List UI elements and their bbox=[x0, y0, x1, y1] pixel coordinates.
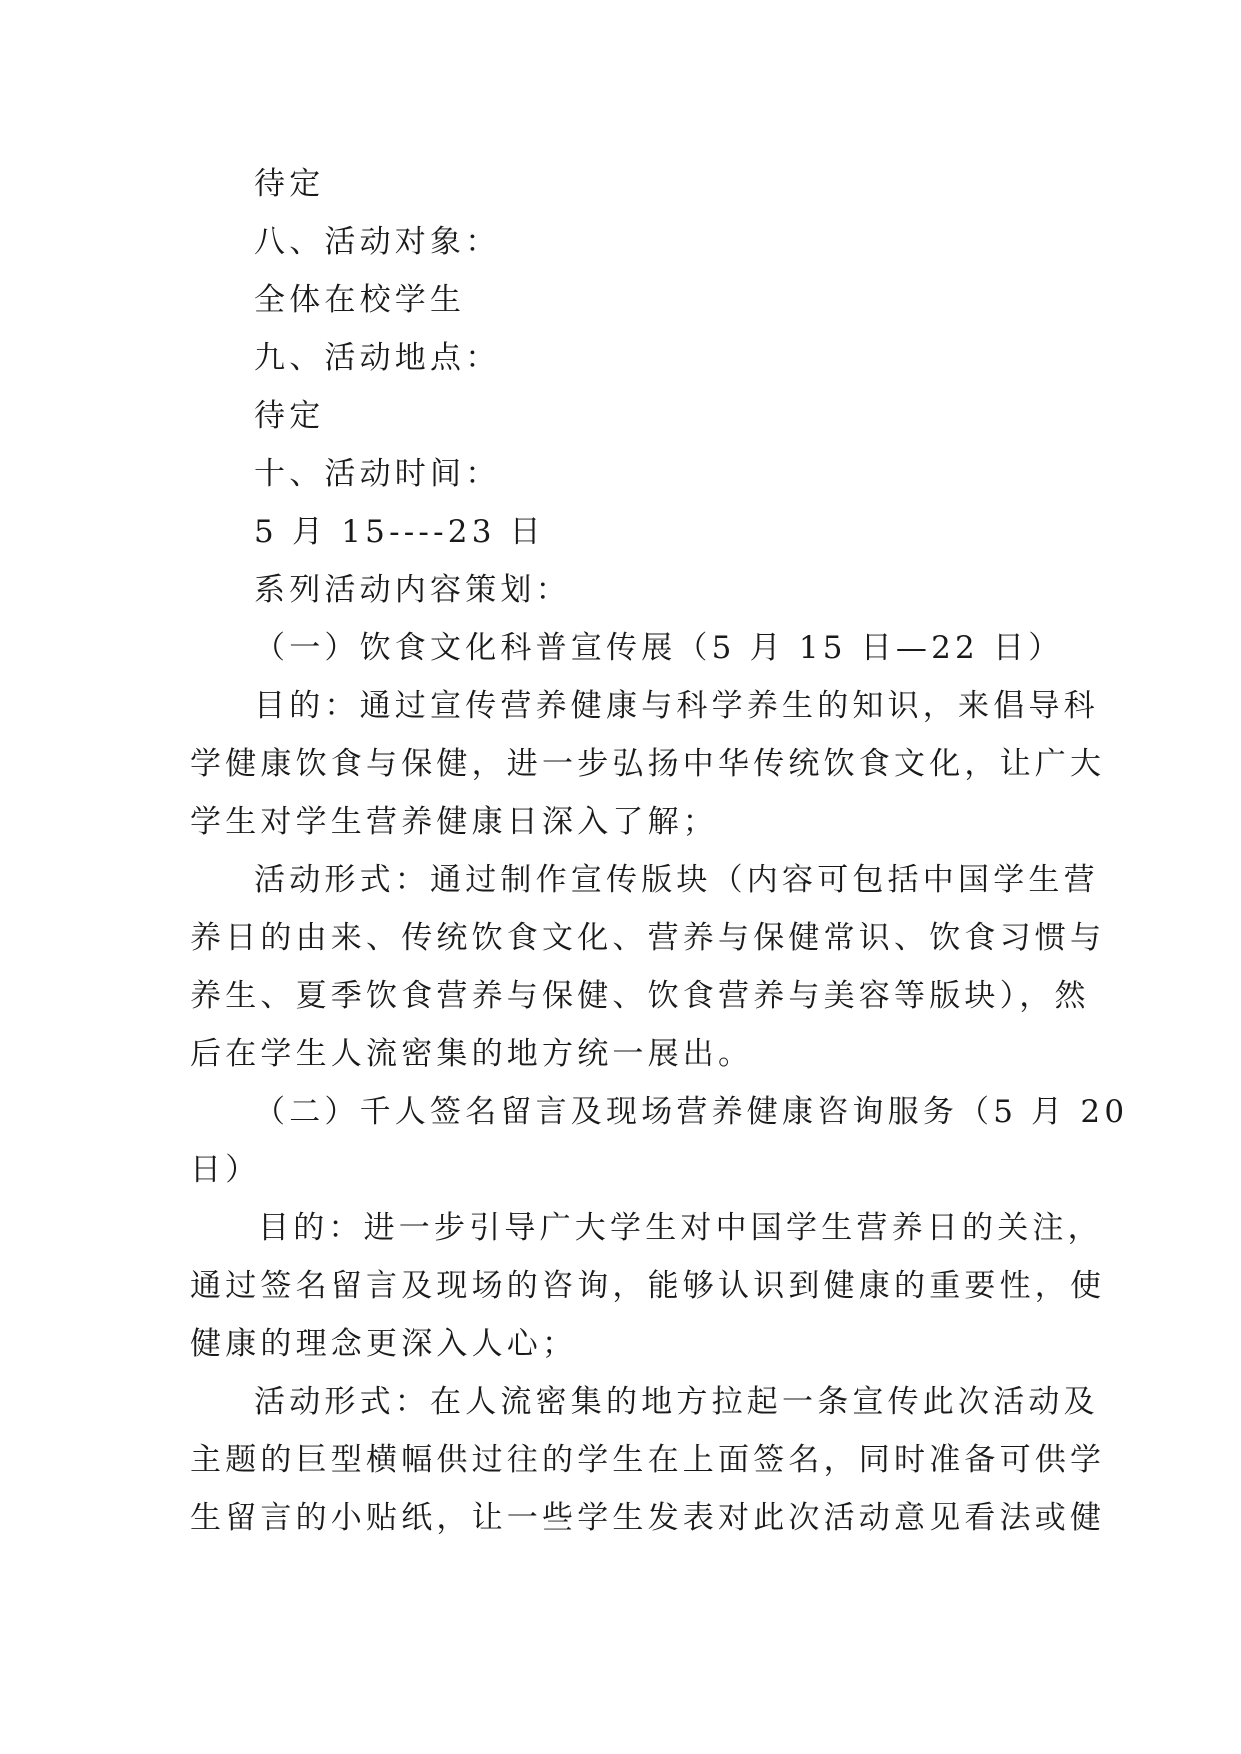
text-line: 待定 bbox=[254, 166, 325, 202]
subsection-heading-1: （一）饮食文化科普宣传展（5 月 15 日—22 日） bbox=[254, 630, 1064, 666]
paragraph-line: 学健康饮食与保健，进一步弘扬中华传统饮食文化，让广大 bbox=[190, 746, 1106, 782]
subsection-heading-2-cont: 日） bbox=[190, 1152, 261, 1188]
paragraph-line: 目的：通过宣传营养健康与科学养生的知识，来倡导科 bbox=[254, 688, 1099, 724]
paragraph-line: 健康的理念更深入人心； bbox=[190, 1326, 578, 1362]
paragraph-line: 学生对学生营养健康日深入了解； bbox=[190, 804, 718, 840]
section-heading-time: 十、活动时间： bbox=[254, 456, 501, 492]
section-heading-plan: 系列活动内容策划： bbox=[254, 572, 571, 608]
paragraph-line: 活动形式：通过制作宣传版块（内容可包括中国学生营 bbox=[254, 862, 1099, 898]
paragraph-line: 活动形式：在人流密集的地方拉起一条宣传此次活动及 bbox=[254, 1384, 1099, 1420]
paragraph-line: 后在学生人流密集的地方统一展出。 bbox=[190, 1036, 754, 1072]
section-heading-location: 九、活动地点： bbox=[254, 340, 501, 376]
text-line: 5 月 15----23 日 bbox=[254, 514, 545, 550]
paragraph-line: 生留言的小贴纸，让一些学生发表对此次活动意见看法或健 bbox=[190, 1500, 1106, 1536]
paragraph-line: 主题的巨型横幅供过往的学生在上面签名，同时准备可供学 bbox=[190, 1442, 1106, 1478]
section-heading-target: 八、活动对象： bbox=[254, 224, 501, 260]
paragraph-line: 养日的由来、传统饮食文化、营养与保健常识、饮食习惯与 bbox=[190, 920, 1106, 956]
text-line: 全体在校学生 bbox=[254, 282, 466, 318]
paragraph-line: 目的：进一步引导广大学生对中国学生营养日的关注， bbox=[258, 1210, 1103, 1246]
paragraph-line: 养生、夏季饮食营养与保健、饮食营养与美容等版块），然 bbox=[190, 978, 1090, 1014]
paragraph-line: 通过签名留言及现场的咨询，能够认识到健康的重要性，使 bbox=[190, 1268, 1106, 1304]
text-line: 待定 bbox=[254, 398, 325, 434]
subsection-heading-2: （二）千人签名留言及现场营养健康咨询服务（5 月 20 bbox=[254, 1094, 1129, 1130]
